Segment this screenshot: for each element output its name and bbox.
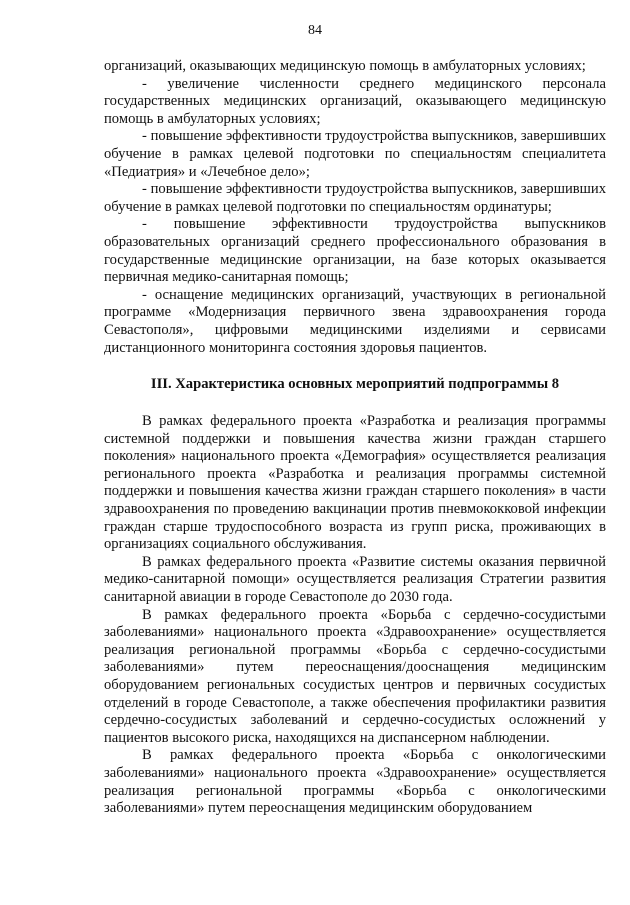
body-paragraph: В рамках федерального проекта «Борьба с онкологическими заболеваниями» национального проекта «Здравоохранение» осуществляется реализация региональной программы «Борьба с онкологическими заболеваниями» путем переоснащения медицинским оборудованием [104, 747, 606, 817]
bullet-item: - оснащение медицинских организаций, участвующих в региональной программе «Модернизация первичного звена здравоохранения города Севастополя», цифровыми медицинскими изделиями и сервисами дистанционного мониторинга состояния здоровья пациентов. [104, 286, 606, 356]
bullet-continuation: организаций, оказывающих медицинскую помощь в амбулаторных условиях; [104, 58, 586, 74]
bullet-item: - повышение эффективности трудоустройства выпускников, завершивших обучение в рамках целевой подготовки по специальностям ординатуры; [104, 181, 606, 215]
page-number: 84 [308, 23, 322, 38]
bullet-item: - увеличение численности среднего медицинского персонала государственных медицинских организаций, оказывающего медицинскую помощь в амбулаторных условиях; [104, 75, 606, 127]
body-paragraph: В рамках федерального проекта «Развитие системы оказания первичной медико-санитарной помощи» осуществляется реализация Стратегии развития санитарной авиации в городе Севастополе до 2030 года. [104, 553, 606, 606]
body-paragraph: В рамках федерального проекта «Разработка и реализация программы системной поддержки и повышения качества жизни граждан старшего поколения» национального проекта «Демография» осуществляется реализация регионального проекта «Разработка и реализация программы системной поддержки и повышения качества жизни граждан старшего поколения» в части здравоохранения по проведению вакцинации против пневмококковой инфекции граждан старше трудоспособного возраста из групп риска, проживающих в организациях социального обслуживания. [104, 413, 606, 553]
page-content [104, 58, 606, 818]
body-paragraph: В рамках федерального проекта «Борьба с сердечно-сосудистыми заболеваниями» национального проекта «Здравоохранение» осуществляется реализация региональной программы «Борьба с сердечно-сосудистыми заболеваниями» путем переоснащения/дооснащения медицинским оборудованием региональных сосудистых центров и первичных сосудистых отделений в городе Севастополе, а также обеспечения профилактики развития сердечно-сосудистых заболеваний и сердечно-сосудистых осложнений у пациентов высокого риска, находящихся на диспансерном наблюдении. [104, 606, 606, 746]
bullet-item: - повышение эффективности трудоустройства выпускников образовательных организаций среднего профессионального образования в государственные медицинские организации, на базе которых оказывается первичная медико-санитарная помощь; [104, 216, 606, 286]
bullet-item: - повышение эффективности трудоустройства выпускников, завершивших обучение в рамках целевой подготовки по специальностям специалитета «Педиатрия» и «Лечебное дело»; [104, 128, 606, 180]
section-title: III. Характеристика основных мероприятий подпрограммы 8 [150, 376, 560, 393]
